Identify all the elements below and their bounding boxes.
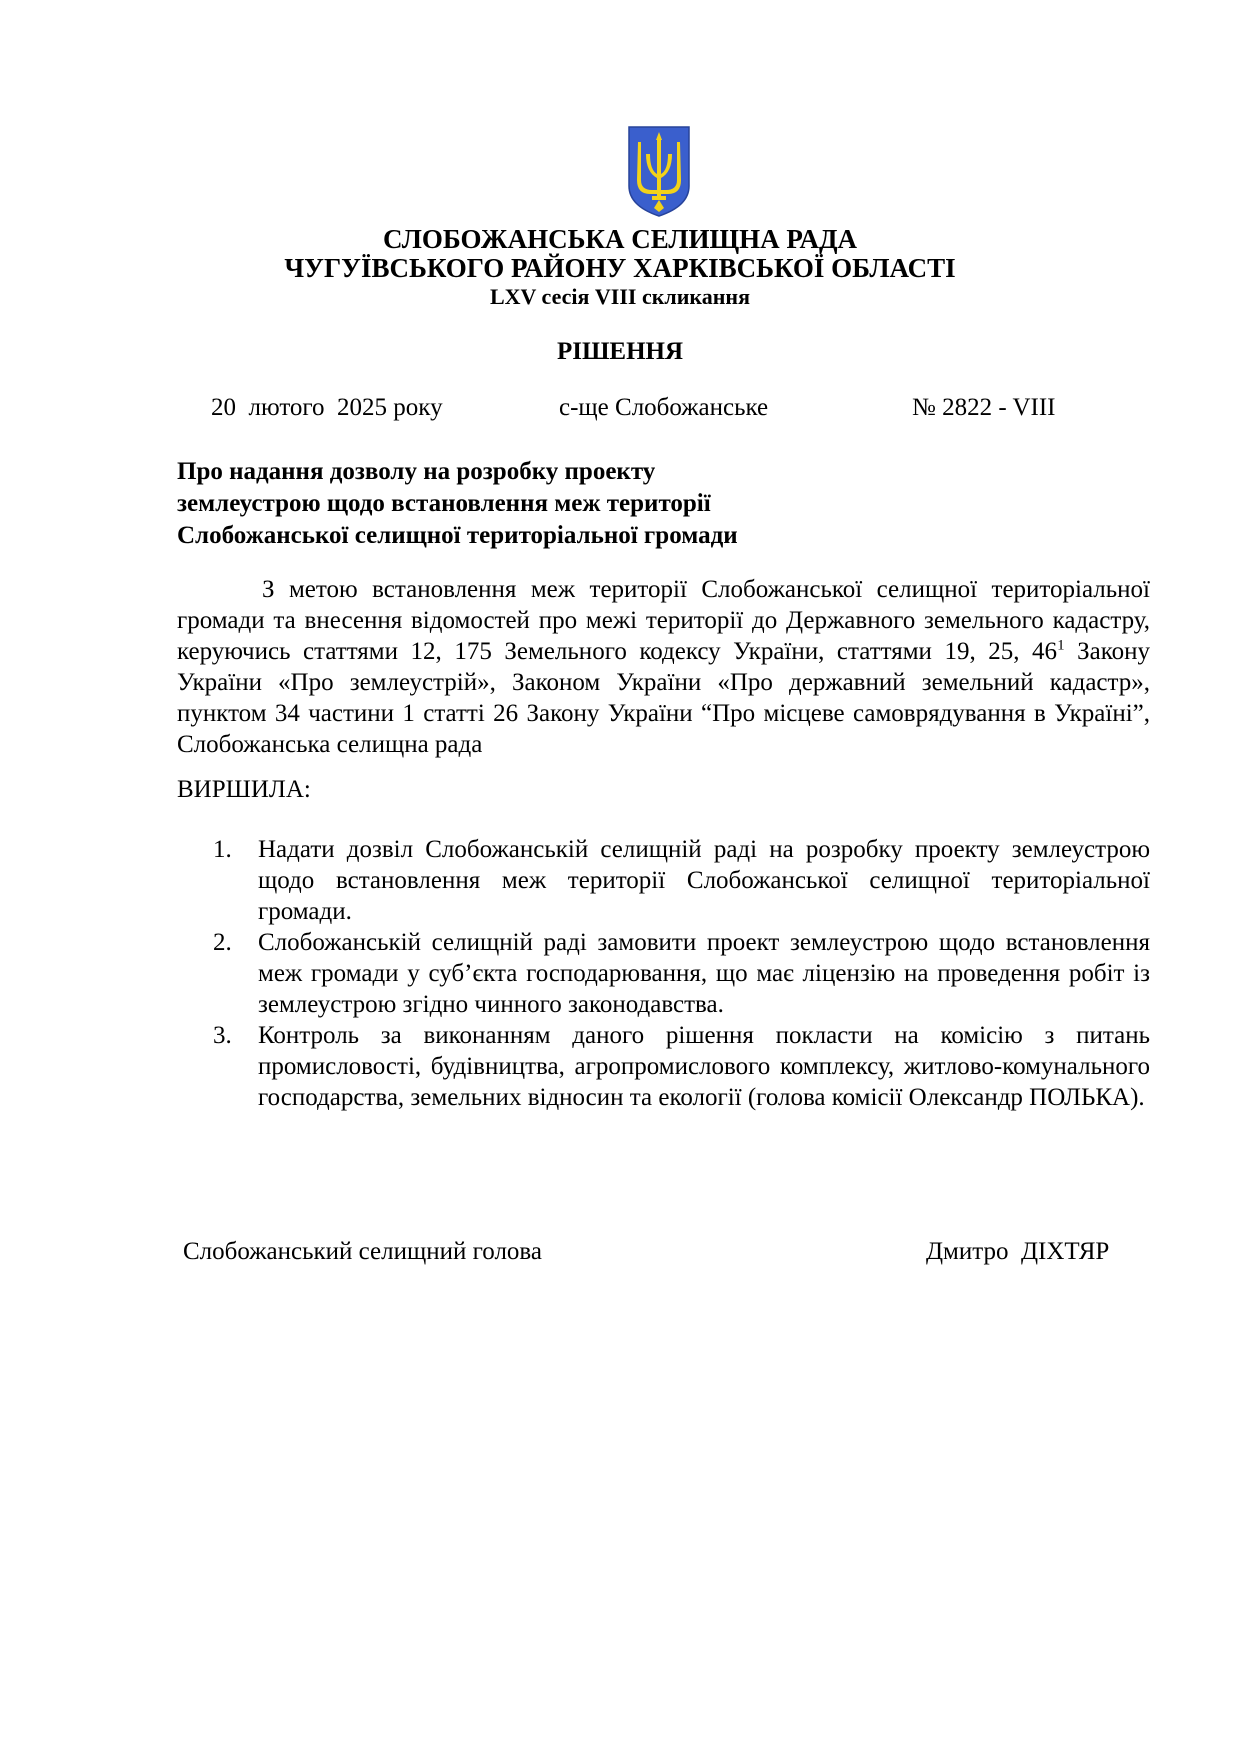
item-text: Контроль за виконанням даного рішення покласти на комісію з питань промисловості, будівництва, агропромислового комплексу, житлово-комунального господарства, земельних відносин та екології (голова комісії Олександр ПОЛЬКА). <box>258 1022 1150 1111</box>
subject-line: Слобожанської селищної територіальної громади <box>177 522 738 549</box>
decision-item <box>213 1020 1150 1113</box>
decision-item <box>213 927 1150 1020</box>
decision-subject <box>177 456 738 552</box>
decision-items-list <box>213 834 1150 1113</box>
item-number: 3. <box>213 1022 232 1049</box>
resolved-label: ВИРШИЛА: <box>177 776 311 803</box>
article-superscript: 1 <box>1057 637 1065 654</box>
document-place: с-ще Слобожанське <box>559 394 769 421</box>
document-number: № 2822 - VIII <box>912 394 1056 421</box>
preamble-text-part2: Закону України «Про землеустрій», Законом України «Про державний земельний кадастр», пунктом 34 частини 1 статті 26 Закону України “Про місцеве самоврядування в Україні”, Слобожанська селищна рада <box>177 638 1150 758</box>
preamble-paragraph <box>177 574 1150 760</box>
document-date: 20 лютого 2025 року <box>211 394 443 421</box>
signatory-name: Дмитро ДІХТЯР <box>926 1238 1110 1265</box>
item-number: 2. <box>213 929 232 956</box>
org-name-line1: СЛОБОЖАНСЬКА СЕЛИЩНА РАДА <box>382 224 858 254</box>
subject-line: землеустрою щодо встановлення меж території <box>177 490 711 517</box>
document-type-title: РІШЕННЯ <box>556 338 684 365</box>
org-name-line2: ЧУГУЇВСЬКОГО РАЙОНУ ХАРКІВСЬКОЇ ОБЛАСТІ <box>284 253 956 283</box>
subject-line: Про надання дозволу на розробку проекту <box>177 458 656 485</box>
decision-item <box>213 834 1150 927</box>
session-line: LXV сесія VIII скликання <box>489 284 751 309</box>
signatory-title: Слобожанський селищний голова <box>183 1238 542 1265</box>
preamble-text-part1: З метою встановлення меж території Слобожанської селищної територіальної громади та внесення відомостей про межі території до Державного земельного кадастру, керуючись статтями 12, 175 Земельного кодексу України, статтями 19, 25, 46 <box>177 576 1150 665</box>
ukraine-trident-icon <box>626 124 692 219</box>
item-text: Надати дозвіл Слобожанській селищній раді на розробку проекту землеустрою щодо встановлення меж території Слобожанської селищної територіальної громади. <box>258 836 1150 925</box>
item-text: Слобожанській селищній раді замовити проект землеустрою щодо встановлення меж громади у суб’єкта господарювання, що має ліцензію на проведення робіт із землеустрою згідно чинного законодавства. <box>258 929 1150 1018</box>
item-number: 1. <box>213 836 232 863</box>
